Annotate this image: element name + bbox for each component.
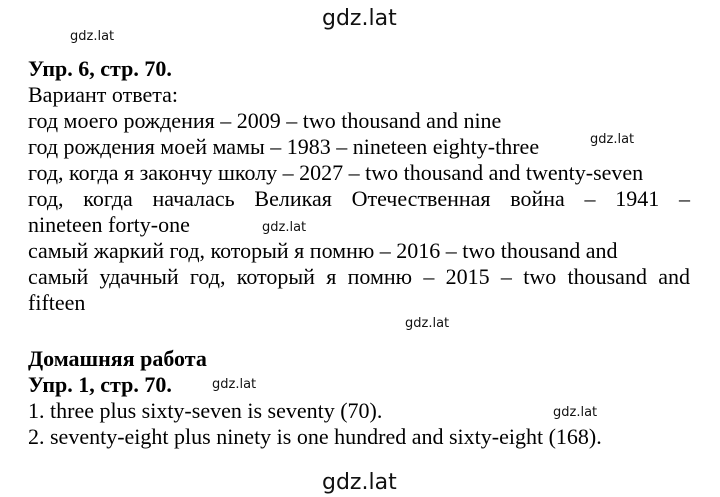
answer-line: год, когда началась Великая Отечественная война – 1941 – [28, 186, 690, 211]
watermark: gdz.lat [70, 29, 115, 44]
homework-line: 2. seventy-eight plus ninety is one hundred and sixty-eight (168). [28, 424, 602, 449]
exercise-heading: Упр. 6, стр. 70. [28, 56, 172, 81]
watermark: gdz.lat [212, 377, 257, 392]
homework-title: Домашняя работа [28, 346, 207, 371]
watermark-top: gdz.lat [322, 6, 397, 31]
homework-heading: Упр. 1, стр. 70. [28, 372, 172, 397]
answer-line: год моего рождения – 2009 – two thousand and nine [28, 108, 502, 133]
answer-line: год, когда я закончу школу – 2027 – two thousand and twenty-seven [28, 160, 644, 185]
exercise-subheading: Вариант ответа: [28, 82, 178, 107]
answer-line: nineteen forty-one [28, 212, 190, 237]
answer-line: самый жаркий год, который я помню – 2016 – two thousand and [28, 238, 618, 263]
homework-line: 1. three plus sixty-seven is seventy (70). [28, 398, 383, 423]
answer-line: год рождения моей мамы – 1983 – nineteen eighty-three [28, 134, 540, 159]
answer-line: самый удачный год, который я помню – 2015 – two thousand and [28, 264, 690, 289]
watermark: gdz.lat [262, 220, 307, 235]
watermark-bottom: gdz.lat [322, 470, 397, 495]
watermark: gdz.lat [590, 132, 635, 147]
watermark: gdz.lat [553, 405, 598, 420]
watermark: gdz.lat [405, 316, 450, 331]
answer-line: fifteen [28, 290, 86, 315]
